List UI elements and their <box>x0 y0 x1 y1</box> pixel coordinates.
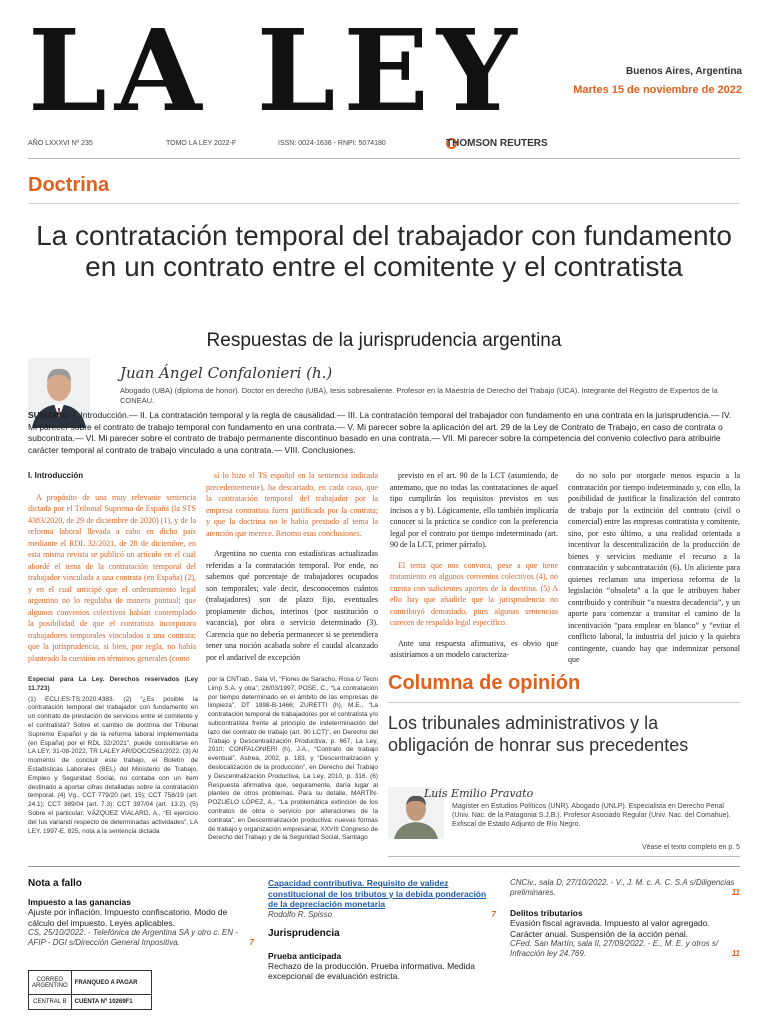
nota-citation: CS, 25/10/2022. - Telefónica de Argentina SA y otro c. EN - AFIP - DGI s/Dirección General Impositiva. 7 <box>28 928 254 947</box>
capacidad-contributiva-link[interactable]: Capacidad contributiva. Requisito de validez constitucional de los tributos y la debida ponderación de la depreciación monetaria <box>268 878 487 909</box>
juris-page-1: 11 <box>731 888 740 897</box>
opinion-heading: Columna de opinión <box>388 672 581 694</box>
see-full-text[interactable]: Véase el texto completo en p. 5 <box>641 844 740 851</box>
divider <box>28 158 740 159</box>
jurisprudencia-right <box>510 878 740 959</box>
mail-cell: CENTRAL B <box>29 995 72 1010</box>
postage-box <box>28 970 152 1010</box>
summary-label: SUMARIO: <box>28 410 71 420</box>
column-2 <box>206 470 378 670</box>
masthead-title: LA LEY <box>28 6 525 137</box>
divider <box>28 866 740 867</box>
delitos-text: Evasión fiscal agravada. Impuesto al valor agregado. Carácter anual. Suspensión de la acción penal. <box>510 918 710 939</box>
divider <box>388 702 740 703</box>
column-3-text-a: previsto en el art. 90 de la LCT (asumiendo, de antemano, que no todas las contrataciones de aquel tipo cumplirán los requisitos previstos en sus incisos a y b). Lógicamente, ello también implicaría conocer si la práctica se condice con la preferencia legal por el contrato por tiempo indeterminado (art. 90 de la LCT, primer párrafo). <box>390 471 558 549</box>
mail-cell: CUENTA Nº 10269F1 <box>71 995 151 1010</box>
juris-subheading: Prueba anticipada <box>268 950 342 961</box>
issn: ISSN: 0024-1636 - RNPI: 5074180 <box>278 140 386 147</box>
doctrina-link-block <box>268 878 496 982</box>
jurisprudencia-heading: Jurisprudencia <box>268 927 340 939</box>
section-heading: Doctrina <box>28 174 110 196</box>
intro-heading: I. Introducción <box>28 471 84 480</box>
opinion-title: Los tribunales administrativos y la obligación de honrar sus precedentes <box>388 713 689 755</box>
article-title: La contratación temporal del trabajador con fundamento en un contrato entre el comitente y el contratista <box>36 220 732 282</box>
opinion-author: Luis Emilio Pravato <box>424 787 534 800</box>
nota-heading: Nota a fallo <box>28 878 82 889</box>
footnotes-1 <box>28 676 198 862</box>
mail-cell: CORREO ARGENTINO <box>29 971 72 995</box>
divider <box>28 203 740 204</box>
article-subtitle: Respuestas de la jurisprudencia argentina <box>206 330 562 351</box>
summary <box>28 410 740 456</box>
info-bar: AÑO LXXXVI Nº 235 TOMO LA LEY 2022-F ISSN: 0024-1636 - RNPI: 5074180 THOMSON REUTERS <box>28 138 548 149</box>
author-name: Juan Ángel Confalonieri (h.) <box>120 364 333 382</box>
opinion-author-bio: Magíster en Estudios Políticos (UNR). Abogado (UNLP). Especialista en Derecho Penal (Univ. Nac. de la Patagonia S.J.B.). Profesor Asociado Regular (Univ. Nac. del Comahue). Exfiscal de Estado Adjunto de Río Negro. <box>452 803 731 828</box>
divider <box>388 856 740 857</box>
juris-citation-1: CNCiv., sala D, 27/10/2022. - V., J. M. c. A. C. S.A s/Diligencias preliminares. 11 <box>510 878 740 897</box>
nota-subheading: Impuesto a las ganancias <box>28 897 131 907</box>
nota-a-fallo <box>28 878 254 948</box>
column-4 <box>568 470 740 670</box>
city: Buenos Aires, Argentina <box>626 66 742 77</box>
mail-cell: FRANQUEO A PAGAR <box>71 971 151 995</box>
link-page: 7 <box>491 909 496 919</box>
column-2-text-a: sí lo hizo el TS español en la sentencia indicada precedentemente), ha descartado, en cada caso, que la contratación temporal del trabajador por la empresa contratista fuera justificada por la contrata; y que la doctrina no le había prestado al tema la atención que merece. Retomo esas conclusiones. <box>206 471 378 538</box>
tomo: TOMO LA LEY 2022-F <box>166 140 237 147</box>
juris-page-2: 11 <box>731 949 740 958</box>
issue-date: Martes 15 de noviembre de 2022 <box>573 84 742 96</box>
footnotes-2: por la CNTrab., Sala VI, “Flores de Saracho, Rosa c/ Tecni Limp S.A. y otra”, 28/03/1997; POSE, C., “La contratación por tiempo determinado en el ámbito de las empresas de limpieza”, DT 1998-B-1466; ZURETTI (h), M.E., “La contratación temporal de trabajadores por el contratista y/o subcontratista frente al principio de indeterminación del lazo del contrato de trabajo (art. 90 LCT)”, en Derecho del Trabajo y Descentralización Productiva, p. 667, La Ley, 2010; CONFALONIERI (h), J.A., “Contrato de trabajo eventual”, Astrea, 2002, p. 183, y “Descentralización y deslocalización de la producción”, en Derecho del Trabajo y Descentralización Productiva, La Ley, 2010, p. 316. (6) Respuesta afirmativa que, seguramente, daría lugar al planteo de otros problemas. Para su detalle, MARTÍN-POZUELO LÓPEZ, A., “La problemática extinción de los contratos de obra o servicio por alteraciones de la contrata”, en Descentralización productiva: nuevas formas de trabajo y organización empresarial, XXVIII Congreso de Derecho del Trabajo y de la Seguridad Social, Santiago <box>208 676 378 842</box>
juris-citation-2: CFed. San Martín, sala II, 27/09/2022. - E., M. E. y otros s/ Infracción ley 24.769. 11 <box>510 939 740 958</box>
summary-text: I. Introducción.— II. La contratación temporal y la regla de causalidad.— III. La contratación temporal del trabajador con fundamento en una contrata en la jurisprudencia.— IV. Mi parecer sobre el contrato de trabajo temporal con fundamento en una contrata.— V. Mi parecer sobre la aplicación del art. 29 de la Ley de Contrato de Trabajo, en caso de contrata o subcontrata.— VI. Mi parecer sobre el contrato de trabajo permanente discontinuo basado en una contrata.— VII. Mi parecer sobre la competencia del convenio colectivo para atribuirle carácter temporal al contrato de trabajo vinculado a una contrata.— VIII. Conclusiones. <box>28 410 732 455</box>
column-3-text-c: Ante una respuesta afirmativa, es obvio que asistiríamos a un modelo caracteriza- <box>390 638 558 659</box>
nota-text: Ajuste por inflación. Impuesto confiscatorio. Modo de cálculo del impuesto. Leyes aplicables. <box>28 907 228 928</box>
column-4-text: do no solo por otorgarle menos espacio a la contratación por tiempo indeterminado y, con ello, la posibilidad de justificar la finalización del contrato de trabajo por la extinción del contrato (civil o comercial) entre las empresas contratista y comitente, sino, por esto último, a una realidad orientada a incentivar la descentralización de la producción de bienes y servicios mediante el recurso a la contratación y subcontratación (6). Un aliciente para quienes reclaman una imperiosa reforma de la legislación “obsoleta” a la que le atribuyen haber contribuido y contribuir “a nuestra decadencia”, y un aporte para comenzar a transitar el camino de la incentivación “para emplear en blanco” y “evitar el conflicto laboral, la industria del juicio y la quiebra contingente, cuando hay que indemnizar personal que <box>568 471 740 664</box>
column-1 <box>28 470 196 670</box>
footnote-title: Especial para La Ley. Derechos reservados (Ley 11.723) <box>28 676 198 692</box>
link-author: Rodolfo R. Spisso 7 <box>268 909 496 919</box>
juris-text: Rechazo de la producción. Prueba informativa. Medida excepcional de evaluación estricta. <box>268 960 475 981</box>
year-number: AÑO LXXXVI Nº 235 <box>28 140 93 147</box>
column-3 <box>390 470 558 670</box>
delitos-subheading: Delitos tributarios <box>510 908 583 918</box>
column-3-text-b: El tema que nos convoca, pese a que tiene tratamiento en algunos convenios colectivos (4), no cuenta con suficientes aportes de la doctrina. (5) A ello hay que añadirle que la jurisprudencia no contribuyó demasiado, pues algunas sentencias carecen de respaldo legal específico. <box>390 560 558 627</box>
column-2-text-b: Argentina no cuenta con estadísticas actualizadas referidas a la contratación temporal. Por ende, no sabemos qué porcentaje de trabajadores ocupados son temporales; vale decir, desconocemos cuántos (trabajadores) son de plazo fijo, eventuales propiamente dichos, interinos (por sustitución o vacancia), por obra o servicio determinado (3). Carencia que no debería permanecer si se pretendiera tener una noción acabada sobre el caudal alcanzado por el andarivel de excepción <box>206 549 378 662</box>
footnotes-1-text: (1) ECLI:ES:TS:2020:4383. (2) “¿Es posible la contratación temporal del trabajador con fundamento en un contrato de prestación de servicios entre el comitente y el contratista? Sobre el cambio de doctrina del Tribunal Supremo Español y de la reforma laboral implementada (en España) por el RDL 32/2021”, puede consultarse en LA LEY, 31-08-2022, TR LALEY AR/DOC/2561/2022. (3) Al momento de concluir este trabajo, el Boletín de Estadísticas Laborales (BEL) del Ministerio de Trabajo, Empleo y Seguridad Social, no contaba con un ítem destinado a aportar cifras detalladas sobre la contratación temporal. (4) Vg., CCT 779/20 (art. 15); CCT 758/19 (art. 24.1); CCT 389/04 (art. 7.3); CCT 397/04 (art. 13.2). (5) Sobre el particular: VÁZQUEZ VIALARD, A., “El ejercicio del Ius variandi respecto de determinadas actividades”, LA LEY, 1997-E, 825, nota a la sentencia dictada <box>28 695 198 835</box>
column-1-text: A propósito de una muy relevante sentencia dictada por el Tribunal Supremo de España (la STS 4383/2020, de 29 de diciembre de 2020) (1), y de la reforma laboral llevada a cabo en dicho país mediante el RDL 32/2021, de 28 de diciembre, en esta misma revista se publicó un artículo en el cual abordé el tema de la contratación temporal del trabajador vinculada a una contrata (en España) (2), y en el cual anticipé que el ordenamiento legal argentino no lo regulaba de manera puntual; que algunos convenios colectivos habían contemplado la posibilidad de que el contratista incorporara trabajadores temporales vinculados a una contrata; que la jurisprudencia, si bien, por regla, no había planteado la cuestión en términos generales (como <box>28 492 196 663</box>
nota-page: 7 <box>249 938 254 947</box>
author-bio: Abogado (UBA) (diploma de honor). Doctor en derecho (UBA), tesis sobresaliente. Profesor en la Maestría de Derecho del Trabajo (UCA). Integrante del Registro de Expertos de la CONEAU. <box>120 386 718 405</box>
